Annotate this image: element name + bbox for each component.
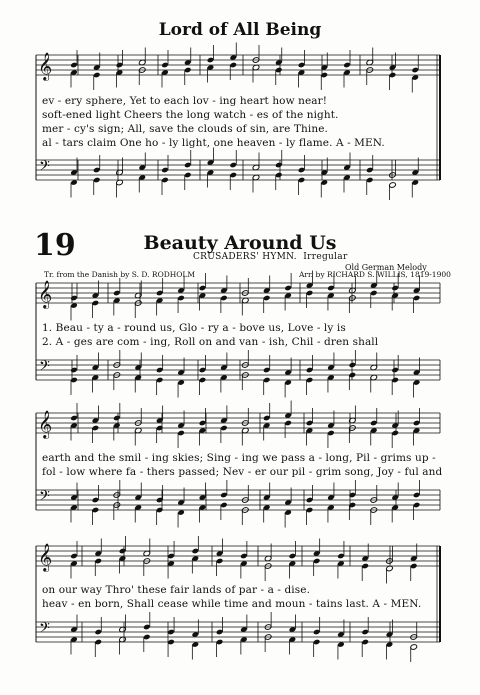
lyric-line: al - tars claim One ho - ly light, one heaven - ly flame. A - MEN. <box>42 137 385 149</box>
tune-name: CRUSADERS' HYMN. <box>193 252 297 262</box>
lyric-line: ev - ery sphere, Yet to each lov - ing heart how near! <box>42 95 328 107</box>
lyric-line: fol - low where fa - thers passed; Nev - er our pil - grim song, Joy - ful and <box>42 466 443 478</box>
arranger-credit: Arr. by RICHARD S. WILLIS, 1819-1900 <box>299 270 451 279</box>
lyric-line: soft-ened light Cheers the long watch - es of the night. <box>42 109 339 121</box>
lyric-line: mer - cy's sign; All, save the clouds of sin, are Thine. <box>42 123 328 135</box>
lyric-line: 2. A - ges are com - ing, Roll on and van - ish, Chil - dren shall <box>42 336 379 348</box>
tune-info <box>193 252 348 262</box>
lyric-line: 1. Beau - ty a - round us, Glo - ry a - bove us, Love - ly is <box>42 322 346 334</box>
treble-clef-icon: 𝄞 <box>38 410 53 438</box>
bass-clef-icon: 𝄢 <box>39 358 50 378</box>
treble-clef-icon: 𝄞 <box>38 280 53 308</box>
lyric-line: earth and the smil - ing skies; Sing - ing we pass a - long, Pil - grims up - <box>42 452 436 464</box>
translator-credit: Tr. from the Danish by S. D. RODHOLM <box>44 270 196 279</box>
bass-clef-icon: 𝄢 <box>39 158 50 178</box>
bass-clef-icon: 𝄢 <box>39 488 50 508</box>
bass-clef-icon: 𝄢 <box>39 620 50 640</box>
melody-source: Old German Melody <box>345 263 427 272</box>
hymn-number: 19 <box>34 228 76 263</box>
hymn-title-lord-of-all-being: Lord of All Being <box>158 20 322 40</box>
treble-clef-icon: 𝄞 <box>38 52 53 80</box>
lyric-line: on our way Thro' these fair lands of par - a - dise. <box>42 584 311 596</box>
lyric-line: heav - en born, Shall cease while time and moun - tains last. A - MEN. <box>42 598 422 610</box>
treble-clef-icon: 𝄞 <box>38 543 53 571</box>
meter: Irregular <box>303 252 348 262</box>
hymn-title-beauty-around-us: Beauty Around Us <box>143 232 337 254</box>
